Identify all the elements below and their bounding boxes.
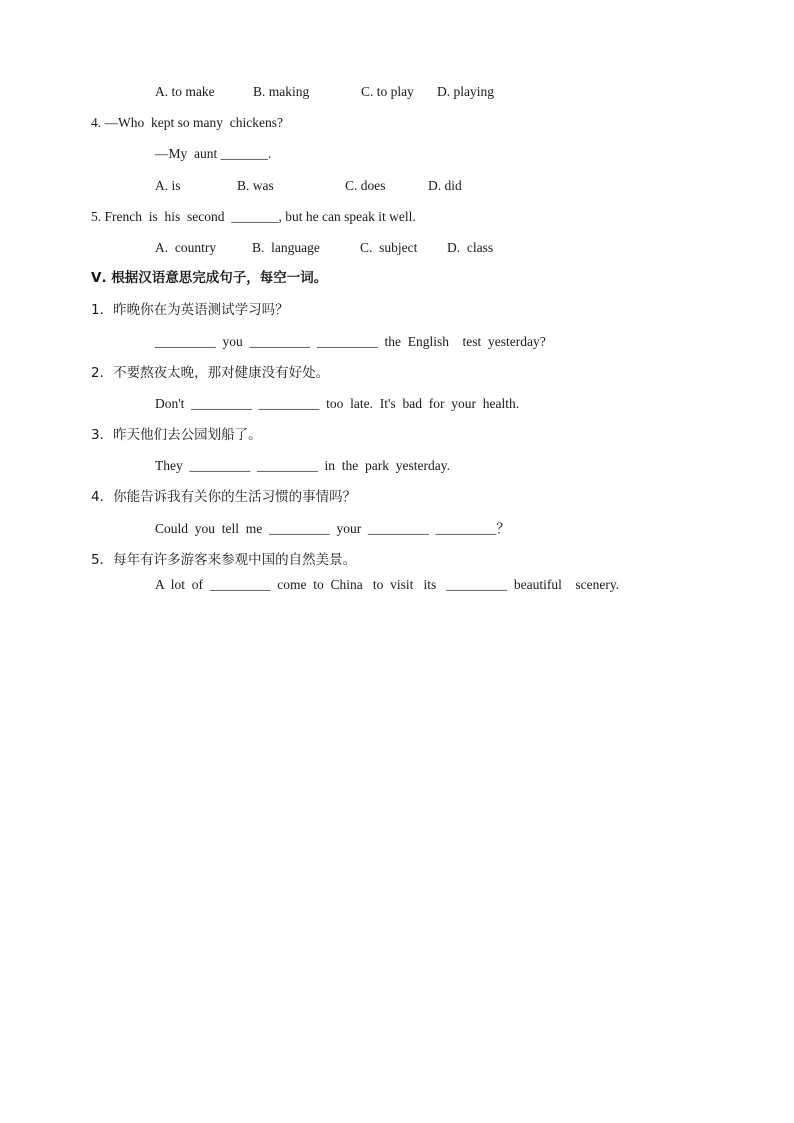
item-4-english: Could you tell me _________ your _________ _________？ [155,521,510,536]
item-3-chinese: 3．昨天他们去公园划船了。 [91,427,262,443]
item-3-english: They _________ _________ in the park yesterday. [155,458,450,473]
item-5-english: A lot of _________ come to China to visit its _________ beautiful scenery. [155,577,620,592]
q4-option-d: D. did [428,178,462,193]
item-4-chinese: 4．你能告诉我有关你的生活习惯的事情吗？ [91,489,357,505]
item-5-chinese: 5．每年有许多游客来参观中国的自然美景。 [91,552,357,568]
q4-option-a: A. is [155,178,181,193]
section-heading: Ⅴ. 根据汉语意思完成句子，每空一词。 [91,270,328,286]
item-1-english: _________ you _________ _________ the English test yesterday? [155,334,546,349]
q5-question: 5. French is his second _______, but he can speak it well. [91,209,416,224]
q4-question: 4. —Who kept so many chickens? [91,115,283,130]
q4-answer-line: —My aunt _______. [155,146,272,161]
q3-option-a: A. to make [155,84,215,99]
q3-option-d: D. playing [437,84,494,99]
q5-option-d: D. class [447,240,494,255]
item-2-chinese: 2．不要熬夜太晚，那对健康没有好处。 [91,365,330,381]
q3-option-c: C. to play [361,84,414,99]
q3-option-b: B. making [253,84,310,99]
q4-option-b: B. was [237,178,274,193]
item-2-english: Don't _________ _________ too late. It's bad for your health. [155,396,520,411]
q5-option-b: B. language [252,240,320,255]
q5-option-a: A. country [155,240,217,255]
q5-option-c: C. subject [360,240,418,255]
item-1-chinese: 1．昨晚你在为英语测试学习吗？ [91,302,289,318]
q4-option-c: C. does [345,178,386,193]
